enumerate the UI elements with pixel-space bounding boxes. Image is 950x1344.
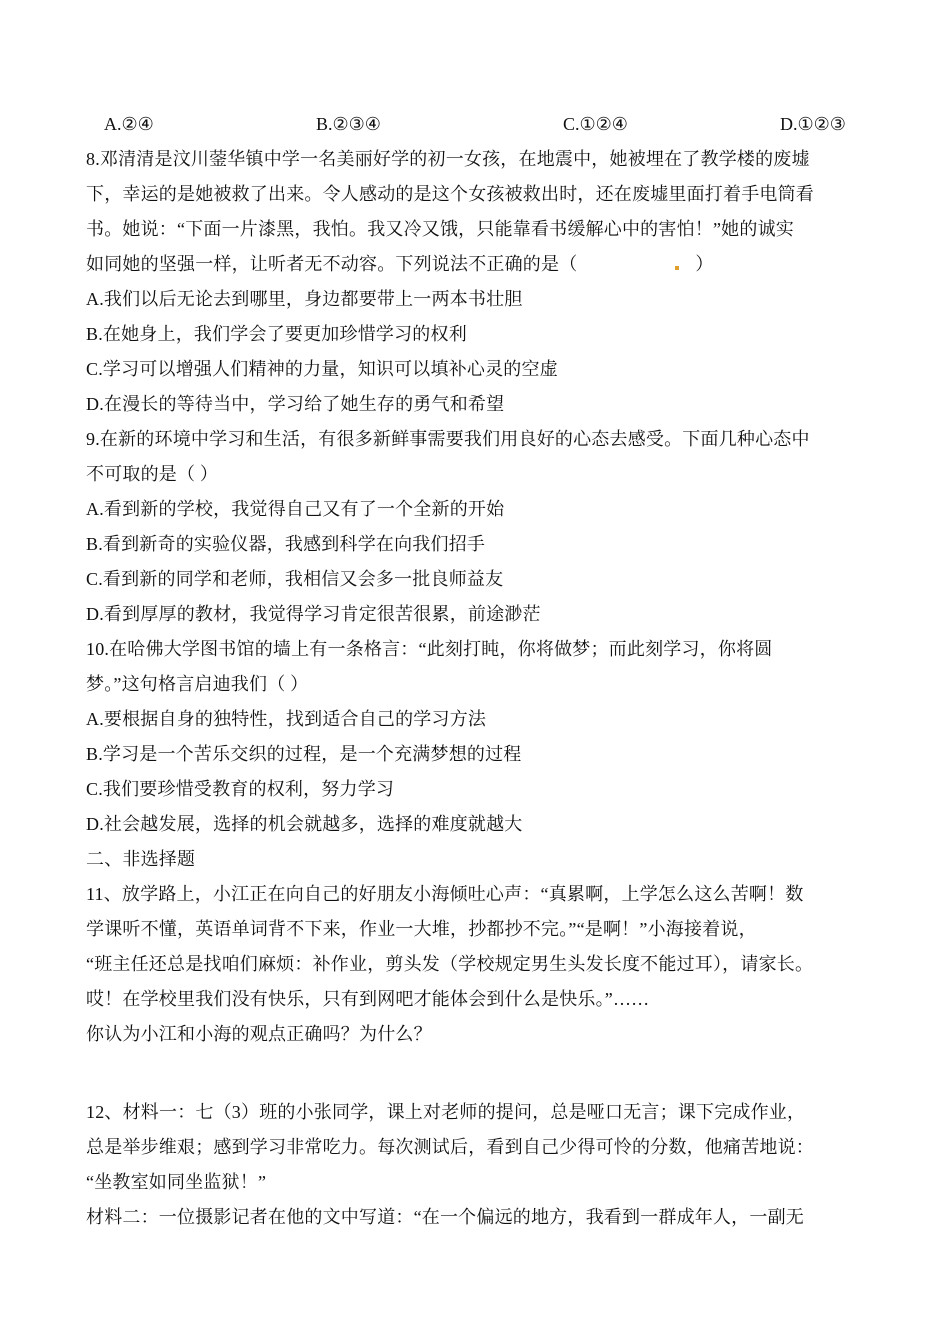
q10-option-d: D.社会越发展，选择的机会就越多，选择的难度就越大 [86, 814, 523, 834]
q12-line-2: 总是举步维艰；感到学习非常吃力。每次测试后，看到自己少得可怜的分数，他痛苦地说： [86, 1137, 814, 1157]
q9-stem-line-2: 不可取的是（ ） [86, 464, 219, 484]
mark-dot [675, 266, 679, 270]
section-heading: 二、非选择题 [86, 849, 196, 869]
q9-option-b: B.看到新奇的实验仪器，我感到科学在向我们招手 [86, 534, 486, 554]
q11-line-1: 11、放学路上，小江正在向自己的好朋友小海倾吐心声：“真累啊，上学怎么这么苦啊！数 [86, 884, 804, 904]
q11-line-2: 学课听不懂，英语单词背不下来，作业一大堆，抄都抄不完。”“是啊！”小海接着说， [86, 919, 757, 939]
q11-question: 你认为小江和小海的观点正确吗？为什么？ [86, 1024, 432, 1044]
q7-option-c: C.①②④ [563, 114, 628, 134]
q7-option-b: B.②③④ [316, 114, 381, 134]
q10-option-a: A.要根据自身的独特性，找到适合自己的学习方法 [86, 709, 487, 729]
q9-option-c: C.看到新的同学和老师，我相信又会多一批良师益友 [86, 569, 504, 589]
q12-line-3: “坐教室如同坐监狱！” [86, 1172, 267, 1192]
q7-option-a: A.②④ [104, 114, 154, 134]
q8-stem-line-1: 8.邓清清是汶川蓥华镇中学一名美丽好学的初一女孩，在地震中，她被埋在了教学楼的废墟 [86, 149, 810, 169]
q12-line-4: 材料二：一位摄影记者在他的文中写道：“在一个偏远的地方，我看到一群成年人，一副无 [86, 1207, 804, 1227]
q9-option-d: D.看到厚厚的教材，我觉得学习肯定很苦很累，前途渺茫 [86, 604, 541, 624]
q8-option-a: A.我们以后无论去到哪里，身边都要带上一两本书壮胆 [86, 289, 523, 309]
q10-option-b: B.学习是一个苦乐交织的过程，是一个充满梦想的过程 [86, 744, 522, 764]
q8-option-d: D.在漫长的等待当中，学习给了她生存的勇气和希望 [86, 394, 505, 414]
q11-line-4: 哎！在学校里我们没有快乐，只有到网吧才能体会到什么是快乐。”…… [86, 989, 650, 1009]
q8-stem-line-3: 书。她说：“下面一片漆黑，我怕。我又冷又饿，只能靠看书缓解心中的害怕！”她的诚实 [86, 219, 794, 239]
q8-stem-text: 如同她的坚强一样，让听者无不动容。下列说法不正确的是（ [86, 254, 578, 274]
q8-option-b: B.在她身上，我们学会了要更加珍惜学习的权利 [86, 324, 467, 344]
q12-line-1: 12、材料一：七（3）班的小张同学，课上对老师的提问，总是哑口无言；课下完成作业， [86, 1102, 806, 1122]
q10-option-c: C.我们要珍惜受教育的权利，努力学习 [86, 779, 395, 799]
q8-option-c: C.学习可以增强人们精神的力量，知识可以填补心灵的空虚 [86, 359, 558, 379]
q8-stem-line-2: 下，幸运的是她被救了出来。令人感动的是这个女孩被救出时，还在废墟里面打着手电筒看 [86, 184, 814, 204]
q7-option-d: D.①②③ [780, 114, 846, 134]
close-paren: ） [695, 254, 714, 274]
q9-option-a: A.看到新的学校，我觉得自己又有了一个全新的开始 [86, 499, 505, 519]
q11-line-3: “班主任还总是找咱们麻烦：补作业，剪头发（学校规定男生头发长度不能过耳），请家长。 [86, 954, 814, 974]
q10-stem-line-2: 梦。”这句格言启迪我们（ ） [86, 674, 309, 694]
q9-stem-line-1: 9.在新的环境中学习和生活，有很多新鲜事需要我们用良好的心态去感受。下面几种心态中 [86, 429, 810, 449]
q7-options-row [0, 114, 950, 138]
q8-stem-line-4 [86, 252, 714, 276]
q10-stem-line-1: 10.在哈佛大学图书馆的墙上有一条格言：“此刻打盹，你将做梦；而此刻学习，你将圆 [86, 639, 773, 659]
